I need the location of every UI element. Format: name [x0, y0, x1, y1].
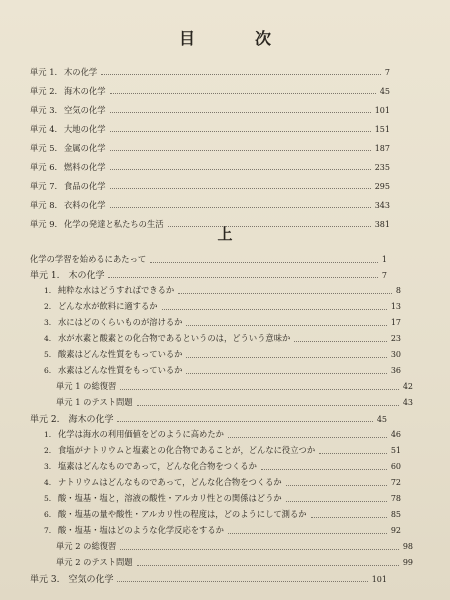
toc-unit: 単元 6.	[30, 162, 58, 172]
lesson-row	[30, 444, 401, 458]
lesson-row	[30, 364, 401, 378]
contents-page: 1	[381, 255, 387, 264]
review-title: 単元 2 の総復習	[56, 541, 117, 551]
unit-heading: 単元 1. 木の化学	[30, 271, 105, 281]
review-title: 単元 1 のテスト問題	[56, 397, 133, 407]
toc-unit: 単元 2.	[30, 86, 58, 96]
dot-leader	[186, 357, 386, 358]
dot-leader	[120, 549, 398, 550]
dot-leader	[319, 453, 387, 454]
dot-leader	[186, 373, 386, 374]
toc-page: 343	[374, 201, 390, 210]
lesson-row	[30, 332, 401, 346]
lesson-row	[30, 300, 401, 314]
contents-page: 30	[390, 350, 401, 359]
toc-title: 大地の化学	[64, 124, 106, 134]
dot-leader	[261, 469, 387, 470]
dot-leader	[120, 389, 398, 390]
contents-page: 42	[402, 382, 413, 391]
page-title: 目 次	[178, 29, 293, 48]
lesson-row	[30, 284, 401, 298]
lesson-number: 2.	[44, 446, 52, 455]
lesson-number: 4.	[44, 334, 52, 343]
dot-leader	[178, 293, 392, 294]
toc-unit: 単元 8.	[30, 200, 58, 210]
toc-unit: 単元 9.	[30, 219, 58, 229]
toc-title: 食品の化学	[64, 181, 106, 191]
contents-page: 99	[402, 558, 413, 567]
review-title: 単元 1 の総復習	[56, 381, 117, 391]
lesson-row	[30, 508, 401, 522]
lesson-row	[30, 428, 401, 442]
toc-page: 381	[374, 220, 390, 229]
dot-leader	[311, 517, 387, 518]
dot-leader	[110, 207, 371, 208]
lesson-number: 5.	[44, 494, 52, 503]
lesson-title: 純粋な水はどうすればできるか	[58, 285, 175, 295]
lesson-number: 3.	[44, 318, 52, 327]
dot-leader	[286, 501, 387, 502]
toc-page: 101	[374, 106, 390, 115]
lesson-title: 塩素はどんなものであって，どんな化合物をつくるか	[58, 461, 257, 471]
contents-page: 92	[390, 526, 401, 535]
toc-unit: 単元 7.	[30, 181, 58, 191]
review-title: 単元 2 のテスト問題	[56, 557, 133, 567]
lesson-title: 酸・塩基・塩はどのような化学反応をするか	[58, 525, 224, 535]
toc-unit: 単元 3.	[30, 105, 58, 115]
review-row	[30, 380, 413, 394]
contents-page: 7	[381, 271, 387, 280]
dot-leader	[150, 262, 378, 263]
toc-page: 295	[374, 182, 390, 191]
review-row	[30, 540, 413, 554]
toc-title: 空気の化学	[64, 105, 106, 115]
lesson-row	[30, 348, 401, 362]
lesson-number: 4.	[44, 478, 52, 487]
contents-page: 8	[395, 286, 401, 295]
toc-page: 45	[379, 87, 390, 96]
contents-page: 72	[390, 478, 401, 487]
lesson-title: 食塩がナトリウムと塩素との化合物であることが，どんなに役立つか	[58, 445, 316, 455]
lesson-row	[30, 524, 401, 538]
toc-title: 化学の発達と私たちの生活	[64, 219, 164, 229]
dot-leader	[137, 565, 399, 566]
toc-unit: 単元 4.	[30, 124, 58, 134]
dot-leader	[228, 533, 387, 534]
contents-title: 化学の学習を始めるにあたって	[30, 254, 147, 264]
dot-leader	[110, 169, 371, 170]
lesson-title: 酸素はどんな性質をもっているか	[58, 349, 183, 359]
dot-leader	[137, 405, 399, 406]
contents-page: 13	[390, 302, 401, 311]
lesson-title: どんな水が飲料に適するか	[58, 301, 158, 311]
contents-page: 23	[390, 334, 401, 343]
toc-unit: 単元 5.	[30, 143, 58, 153]
lesson-number: 6.	[44, 366, 52, 375]
toc-title: 海木の化学	[64, 86, 106, 96]
review-row	[30, 396, 413, 410]
contents-page: 85	[390, 510, 401, 519]
toc-row	[30, 85, 390, 97]
contents-page: 98	[402, 542, 413, 551]
contents-page: 36	[390, 366, 401, 375]
toc-page: 7	[384, 68, 390, 77]
unit-heading: 単元 3. 空気の化学	[30, 575, 114, 585]
dot-leader	[117, 421, 372, 422]
toc-page: 151	[374, 125, 390, 134]
dot-leader	[110, 112, 371, 113]
lesson-number: 1.	[44, 430, 52, 439]
lesson-title: 化学は海水の利用価値をどのように高めたか	[58, 429, 224, 439]
dot-leader	[110, 93, 376, 94]
lesson-number: 3.	[44, 462, 52, 471]
toc-page: 235	[374, 163, 390, 172]
toc-unit: 単元 1.	[30, 67, 58, 77]
unit-heading: 単元 2. 海木の化学	[30, 415, 114, 425]
unit-heading-row	[30, 268, 387, 282]
dot-leader	[110, 131, 371, 132]
contents-page: 17	[390, 318, 401, 327]
lesson-row	[30, 316, 401, 330]
lesson-title: ナトリウムはどんなものであって，どんな化合物をつくるか	[58, 477, 282, 487]
toc-title: 燃料の化学	[64, 162, 106, 172]
dot-leader	[110, 150, 371, 151]
toc-row	[30, 104, 390, 116]
toc-row	[30, 66, 390, 78]
toc-row	[30, 161, 390, 173]
dot-leader	[117, 581, 367, 582]
toc-row	[30, 199, 390, 211]
toc-row	[30, 180, 390, 192]
dot-leader	[108, 277, 377, 278]
dot-leader	[162, 309, 387, 310]
review-row	[30, 556, 413, 570]
toc-row	[30, 123, 390, 135]
contents-row	[30, 253, 387, 267]
unit-heading-row	[30, 572, 387, 586]
contents-page: 51	[390, 446, 401, 455]
contents-page: 60	[390, 462, 401, 471]
lesson-number: 1.	[44, 286, 52, 295]
lesson-number: 6.	[44, 510, 52, 519]
dot-leader	[286, 485, 387, 486]
toc-page: 187	[374, 144, 390, 153]
lesson-number: 2.	[44, 302, 52, 311]
lesson-title: 水素はどんな性質をもっているか	[58, 365, 183, 375]
contents-page: 46	[390, 430, 401, 439]
contents-page: 43	[402, 398, 413, 407]
contents-page: 78	[390, 494, 401, 503]
lesson-title: 水にはどのくらいものが溶けるか	[58, 317, 183, 327]
dot-leader	[101, 74, 381, 75]
toc-title: 衣料の化学	[64, 200, 106, 210]
dot-leader	[294, 341, 386, 342]
lesson-row	[30, 460, 401, 474]
unit-heading-row	[30, 412, 387, 426]
toc-title: 金属の化学	[64, 143, 106, 153]
contents-page: 101	[371, 575, 387, 584]
dot-leader	[110, 188, 371, 189]
lesson-number: 5.	[44, 350, 52, 359]
lesson-title: 酸・塩基の量や酸性・アルカリ性の程度は，どのようにして測るか	[58, 509, 307, 519]
dot-leader	[186, 325, 386, 326]
lesson-row	[30, 492, 401, 506]
contents-page: 45	[376, 415, 387, 424]
toc-row	[30, 142, 390, 154]
lesson-number: 7.	[44, 526, 52, 535]
lesson-title: 酸・塩基・塩と，溶液の酸性・アルカリ性との関係はどうか	[58, 493, 282, 503]
dot-leader	[228, 437, 387, 438]
section-heading: 上	[217, 225, 233, 243]
lesson-row	[30, 476, 401, 490]
lesson-title: 水が水素と酸素との化合物であるというのは，どういう意味か	[58, 333, 291, 343]
toc-title: 木の化学	[64, 67, 98, 77]
